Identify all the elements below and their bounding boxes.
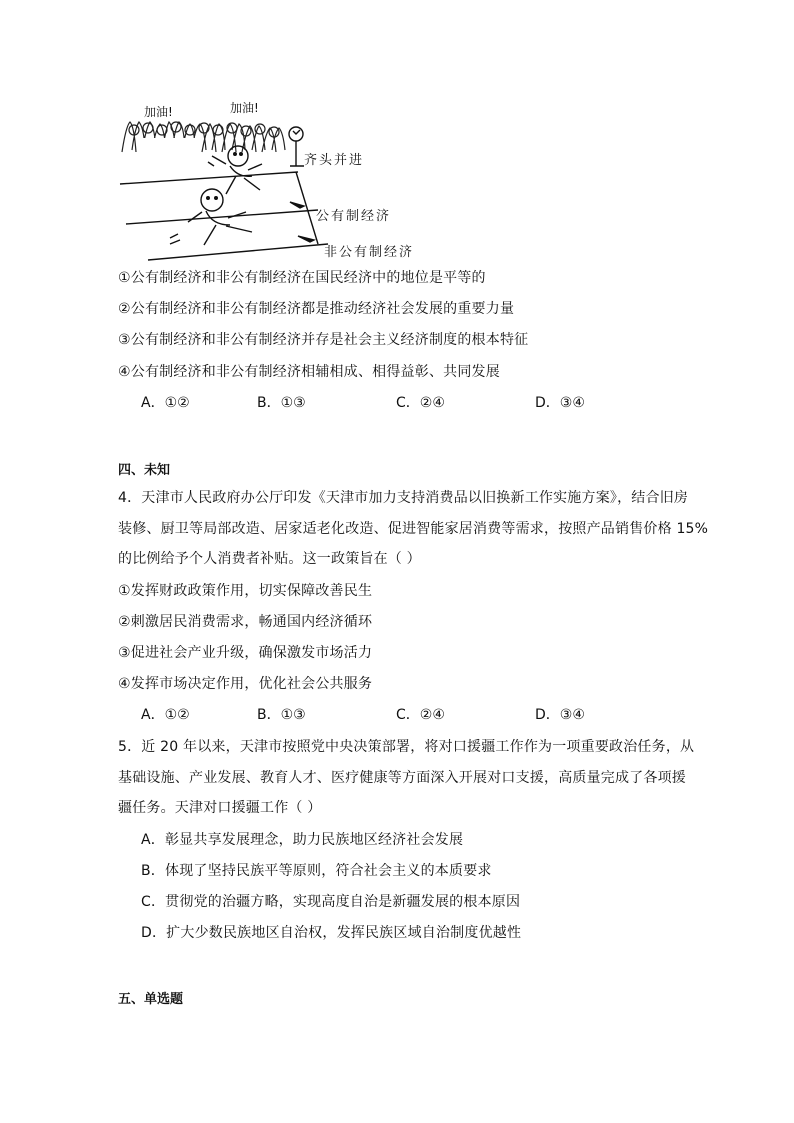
shoes-marks — [290, 202, 314, 242]
runner-public — [208, 146, 262, 194]
q4-statement-4: ④发挥市场决定作用，优化社会公共服务 — [118, 676, 373, 692]
q4-statement-1: ①发挥财政政策作用，切实保障改善民生 — [118, 583, 373, 599]
q4-option-c[interactable]: C．②④ — [396, 707, 445, 723]
q4-stem-line-3: 的比例给予个人消费者补贴。这一政策旨在（ ） — [118, 551, 421, 567]
q4-option-b[interactable]: B．①③ — [257, 707, 306, 723]
q4-statement-3: ③促进社会产业升级，确保激发市场活力 — [118, 645, 373, 661]
q3-option-a[interactable]: A．①② — [141, 395, 190, 411]
section-five-title: 五、单选题 — [118, 992, 184, 1007]
q3-option-c[interactable]: C．②④ — [396, 395, 445, 411]
q3-statement-2: ②公有制经济和非公有制经济都是推动经济社会发展的重要力量 — [118, 301, 515, 317]
q5-option-c[interactable]: C．贯彻党的治疆方略，实现高度自治是新疆发展的根本原因 — [141, 894, 521, 910]
q5-stem-line-1: 5．近 20 年以来，天津市按照党中央决策部署，将对口援疆工作作为一项重要政治任务，从 — [118, 739, 695, 755]
label-nonpublic-economy: 非公有制经济 — [324, 245, 415, 260]
q3-statement-3: ③公有制经济和非公有制经济并存是社会主义经济制度的根本特征 — [118, 332, 529, 348]
finish-sign — [289, 127, 304, 166]
q5-option-d[interactable]: D．扩大少数民族地区自治权，发挥民族区域自治制度优越性 — [141, 925, 522, 941]
q3-option-b[interactable]: B．①③ — [257, 395, 306, 411]
q5-option-b[interactable]: B．体现了坚持民族平等原则，符合社会主义的本质要求 — [141, 863, 492, 879]
q5-stem-line-2: 基础设施、产业发展、教育人才、医疗健康等方面深入开展对口支援，高质量完成了各项援 — [118, 770, 686, 786]
label-public-economy: 公有制经济 — [316, 209, 392, 224]
q4-option-a[interactable]: A．①② — [141, 707, 190, 723]
q4-statement-2: ②刺激居民消费需求，畅通国内经济循环 — [118, 614, 373, 630]
cheer-label-1: 加油! — [144, 105, 173, 119]
q4-stem-line-2: 装修、厨卫等局部改造、居家适老化改造、促进智能家居消费等需求，按照产品销售价格 15% — [118, 521, 709, 537]
runner-nonpublic — [170, 189, 252, 245]
q3-statement-4: ④公有制经济和非公有制经济相辅相成、相得益彰、共同发展 — [118, 364, 500, 380]
q5-stem-line-3: 疆任务。天津对口援疆工作（ ） — [118, 800, 322, 816]
crowd-drawing — [122, 122, 285, 160]
q3-statement-1: ①公有制经济和非公有制经济在国民经济中的地位是平等的 — [118, 270, 486, 286]
q5-option-a[interactable]: A．彰显共享发展理念，助力民族地区经济社会发展 — [141, 832, 464, 848]
track-lines — [120, 172, 328, 260]
q4-stem-line-1: 4．天津市人民政府办公厅印发《天津市加力支持消费品以旧换新工作实施方案》，结合旧房 — [118, 490, 689, 506]
section-four-title: 四、未知 — [118, 463, 171, 478]
cartoon-illustration — [118, 94, 438, 262]
label-side-by-side: 齐头并进 — [304, 153, 365, 168]
q3-option-d[interactable]: D．③④ — [535, 395, 585, 411]
q4-option-d[interactable]: D．③④ — [535, 707, 585, 723]
cheer-label-2: 加油! — [230, 101, 259, 115]
